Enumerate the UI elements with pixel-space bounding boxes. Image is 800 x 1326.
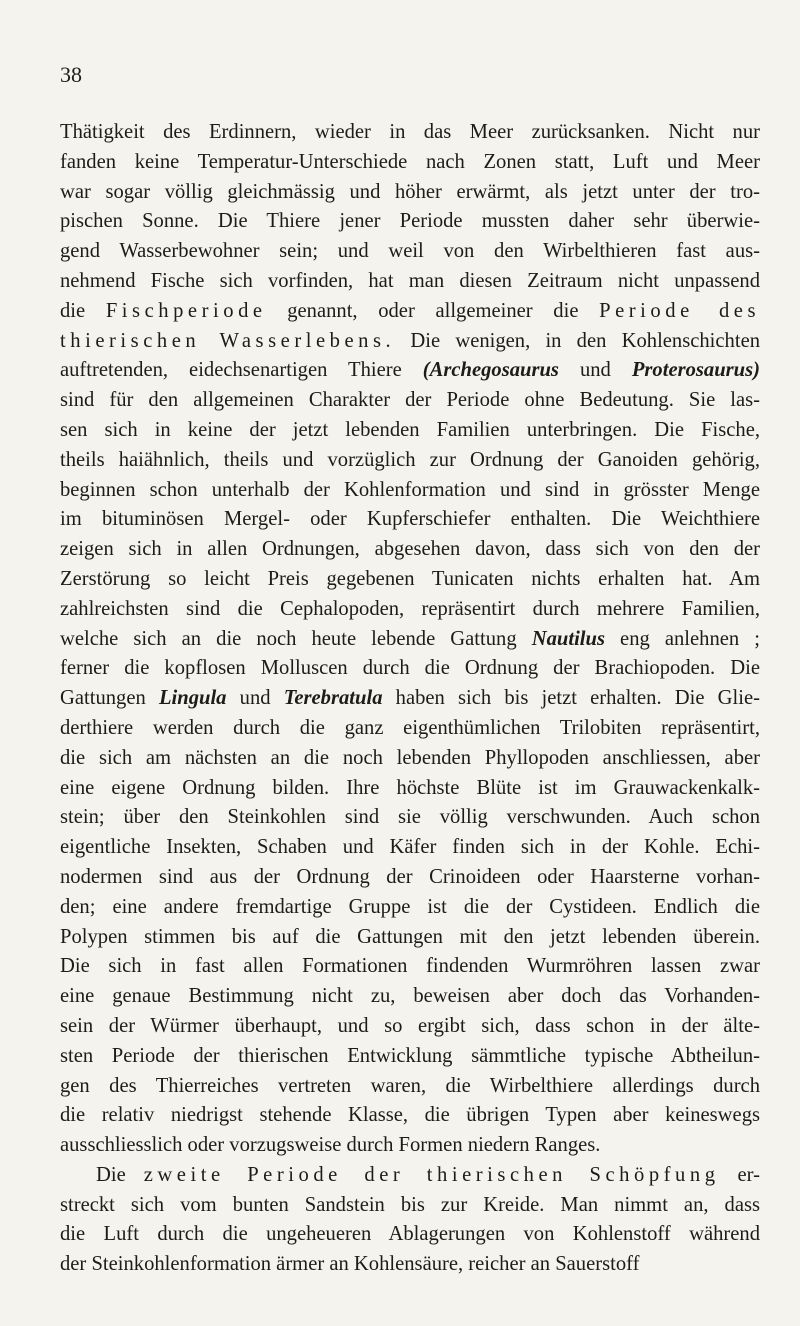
text-line [60, 237, 760, 267]
text-line [60, 476, 760, 506]
text-line [60, 714, 760, 744]
text-segment: streckt sich vom bunten Sandstein bis zur Kreide. Man nimmt an, dass [60, 1193, 760, 1216]
text-line [60, 118, 760, 148]
text-line [60, 386, 760, 416]
text-line [60, 1042, 760, 1072]
text-segment: zeigen sich in allen Ordnungen, abgesehen davon, dass sich von den der [60, 538, 760, 561]
text-segment: war sogar völlig gleichmässig und höher erwärmt, als jetzt unter der tro- [60, 180, 760, 203]
text-line [60, 356, 760, 386]
taxon-name: Proterosaurus) [631, 359, 760, 382]
text-line [60, 654, 760, 684]
text-line [60, 416, 760, 446]
body-text [60, 118, 760, 1280]
text-segment: den; eine andere fremdartige Gruppe ist die der Cystideen. Endlich die [60, 895, 760, 918]
text-segment: Zerstörung so leicht Preis gegebenen Tunicaten nichts erhalten hat. Am [60, 567, 760, 590]
text-line [60, 923, 760, 953]
text-segment: genannt, oder allgemeiner die [266, 299, 600, 322]
text-line [60, 1250, 760, 1280]
text-line [60, 505, 760, 535]
text-line [60, 833, 760, 863]
text-segment: und [226, 687, 284, 710]
text-segment: Die [96, 1163, 144, 1186]
text-segment: ferner die kopflosen Molluscen durch die Ordnung der Brachiopoden. Die [60, 657, 760, 680]
text-segment: gend Wasserbewohner sein; und weil von den Wirbelthieren fast aus- [60, 240, 760, 263]
text-line [60, 1161, 760, 1191]
text-line [60, 297, 760, 327]
text-segment: sein der Würmer überhaupt, und so ergibt sich, dass schon in der älte- [60, 1014, 760, 1037]
text-line [60, 952, 760, 982]
text-line [60, 207, 760, 237]
page-number: 38 [60, 62, 82, 87]
text-segment: Polypen stimmen bis auf die Gattungen mit den jetzt lebenden überein. [60, 925, 760, 948]
text-line [60, 1072, 760, 1102]
text-segment: theils haiähnlich, theils und vorzüglich zur Ordnung der Ganoiden gehörig, [60, 448, 760, 471]
text-segment: nodermen sind aus der Ordnung der Crinoideen oder Haarsterne vorhan- [60, 865, 760, 888]
text-line [60, 148, 760, 178]
text-line [60, 178, 760, 208]
text-line [60, 446, 760, 476]
text-segment: sten Periode der thierischen Entwicklung sämmtliche typische Abtheilun- [60, 1044, 760, 1067]
text-segment: nehmend Fische sich vorfinden, hat man diesen Zeitraum nicht unpassend [60, 269, 760, 292]
text-segment: Thätigkeit des Erdinnern, wieder in das Meer zurücksanken. Nicht nur [60, 121, 760, 143]
text-segment: Gattungen [60, 687, 159, 710]
text-segment: sind für den allgemeinen Charakter der Periode ohne Bedeutung. Sie las- [60, 389, 760, 412]
emphasized-term: Fischperiode [105, 299, 267, 322]
emphasized-term: Periode des [599, 299, 760, 322]
text-segment: eng anlehnen ; [604, 627, 761, 650]
emphasized-term: thierischen Wasserlebens. [60, 329, 396, 352]
text-segment: auftretenden, eidechsenartigen Thiere [60, 359, 423, 382]
text-line [60, 744, 760, 774]
text-segment: er- [719, 1163, 760, 1186]
text-segment: im bituminösen Mergel- oder Kupferschiefer enthalten. Die Weichthiere [60, 508, 760, 531]
taxon-name: Lingula [158, 687, 227, 710]
text-segment: pischen Sonne. Die Thiere jener Periode mussten daher sehr überwie- [60, 210, 760, 233]
text-segment: beginnen schon unterhalb der Kohlenformation und sind in grösster Menge [60, 478, 760, 501]
emphasized-term: zweite Periode der thierischen Schöpfung [143, 1163, 720, 1186]
text-segment: die relativ niedrigst stehende Klasse, die übrigen Typen aber keineswegs [60, 1104, 760, 1127]
text-segment: eigentliche Insekten, Schaben und Käfer finden sich in der Kohle. Echi- [60, 836, 760, 859]
text-segment: eine genaue Bestimmung nicht zu, beweisen aber doch das Vorhanden- [60, 985, 760, 1008]
text-line [60, 1101, 760, 1131]
text-line [60, 1012, 760, 1042]
taxon-name: Nautilus [531, 627, 605, 650]
text-line [60, 684, 760, 714]
text-line [60, 267, 760, 297]
text-line [60, 327, 760, 357]
text-line [60, 1220, 760, 1250]
text-segment: fanden keine Temperatur-Unterschiede nach Zonen statt, Luft und Meer [60, 150, 760, 173]
text-line [60, 982, 760, 1012]
taxon-name: (Archegosaurus [422, 359, 559, 382]
text-line [60, 863, 760, 893]
text-line [60, 774, 760, 804]
text-line [60, 1191, 760, 1221]
text-segment: stein; über den Steinkohlen sind sie völlig verschwunden. Auch schon [60, 806, 760, 829]
text-line [60, 1131, 760, 1161]
text-segment: ausschliesslich oder vorzugsweise durch Formen niedern Ranges. [60, 1134, 601, 1157]
text-line [60, 625, 760, 655]
text-segment: derthiere werden durch die ganz eigenthümlichen Trilobiten repräsentirt, [60, 716, 760, 739]
text-segment: und [558, 359, 632, 382]
text-segment: der Steinkohlenformation ärmer an Kohlensäure, reicher an Sauerstoff [60, 1253, 640, 1276]
text-segment: zahlreichsten sind die Cephalopoden, repräsentirt durch mehrere Familien, [60, 597, 760, 620]
taxon-name: Terebratula [283, 687, 383, 710]
text-segment: sen sich in keine der jetzt lebenden Familien unterbringen. Die Fische, [60, 418, 760, 441]
text-line [60, 893, 760, 923]
text-segment: die Luft durch die ungeheueren Ablagerungen von Kohlenstoff während [60, 1223, 760, 1246]
text-segment: haben sich bis jetzt erhalten. Die Glie- [382, 687, 760, 710]
text-segment: Die sich in fast allen Formationen findenden Wurmröhren lassen zwar [60, 955, 760, 978]
text-line [60, 803, 760, 833]
text-segment: die sich am nächsten an die noch lebenden Phyllopoden anschliessen, aber [60, 746, 760, 769]
text-segment: gen des Thierreiches vertreten waren, die Wirbelthiere allerdings durch [60, 1074, 760, 1097]
text-line [60, 565, 760, 595]
text-line [60, 595, 760, 625]
text-segment: Die wenigen, in den Kohlenschichten [395, 329, 761, 352]
text-line [60, 535, 760, 565]
text-segment: eine eigene Ordnung bilden. Ihre höchste Blüte ist im Grauwackenkalk- [60, 776, 760, 799]
text-segment: die [60, 299, 106, 322]
text-segment: welche sich an die noch heute lebende Gattung [60, 627, 532, 650]
